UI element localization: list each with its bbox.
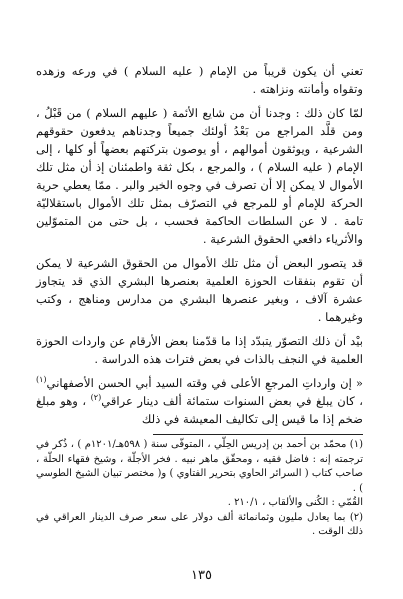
footnote-ref: (١) bbox=[36, 375, 47, 385]
paragraph: لمّا كان ذلك : وجدنا أن من شايع الأئمة ( عليهم السلام ) من قَبْلُ ، ومن قلَّد المراجع من بَعْدُ أولئك جميعاً وجدناهم يدفعون حقوقهم الشرعية ، ويوثقون أموالهم ، أو يوصون بتركتهم بعضهاً أو كلها ، إلى الإمام ( عليه السلام ) ، والمرجع ، بكل ثقة واطمئنان إذ أن مثل تلك الأموال لا يمكن إلا أن تصرف في وجوه الخير والبر . ممّا يعطي حرية الحركة للإمام أو للمرجع في التصرّف بمثل تلك الأموال باستقلاليّة تامة . لا عن السلطات الحاكمة فحسب ، بل حتى من المتموّلين والأثرياء دافعي الحقوق الشرعية . bbox=[36, 106, 363, 246]
footnote-ref: (٢) bbox=[90, 393, 102, 403]
footnotes bbox=[36, 438, 363, 540]
footnote-citation: القُمّي : الكُنى والألقاب ، ٢١٠/١ . bbox=[227, 497, 363, 508]
footnote-divider bbox=[153, 434, 363, 435]
quote-paragraph bbox=[36, 374, 363, 428]
main-text bbox=[36, 62, 363, 428]
page-number: ١٣٥ bbox=[191, 568, 212, 583]
quote-text: ، وهو مبلغ ضخم إذا ما قيس إلى تكاليف المعيشة في ذلك bbox=[36, 394, 363, 426]
quote-text: « إن وارداتِ المرجعِ الأعلى في وقته السيد أبي الحسن الأصفهاني bbox=[46, 376, 363, 390]
quote-text: ، كان يبلغ في بعض السنوات ستمائة ألف دينار عراقي bbox=[101, 394, 363, 408]
paragraph: تعني أن يكون قريباً من الإمام ( عليه السلام ) في ورعه وزهده وتقواه وأمانته ونزاهته . bbox=[36, 64, 363, 96]
paragraph: قد يتصور البعض أن مثل تلك الأموال من الحقوق الشرعية لا يمكن أن تقوم بنفقات الحوزة العلمية بعنصرها البشري الذي قد يتجاوز عشرة آلاف ، وبغير عنصرها البشري من مدارس ومناهج ، وكتب وغيرهما . bbox=[36, 256, 363, 324]
paragraph: بيْد أن ذلك التصوّر يتبدّد إذا ما قدّمنا بعض الأرقام عن واردات الحوزة العلمية في النجف بالذات في بعض فترات هذه الدراسة . bbox=[36, 334, 363, 366]
footnote: (١) محمّد بن أحمد بن إدريس الحِلّي ، المتوفّى سنة ( ٥٩٨هـ/١٢٠١م ) ، ذُكر في ترجمته إنه : فاضل فقيه ، ومحقّق ماهر نبيه . فخر الأجلّة ، وشيخ فقهاء الحلّة ، صاحب كتاب ( السرائر الحاوي بتحرير الفتاوي ) و( مختصر تبيان الشيخ الطوسي ) . bbox=[36, 439, 363, 494]
footnote: (٢) بما يعادل مليون وثمانمائة ألف دولار على سعر صرف الدينار العراقي في ذلك الوقت . bbox=[36, 511, 363, 537]
